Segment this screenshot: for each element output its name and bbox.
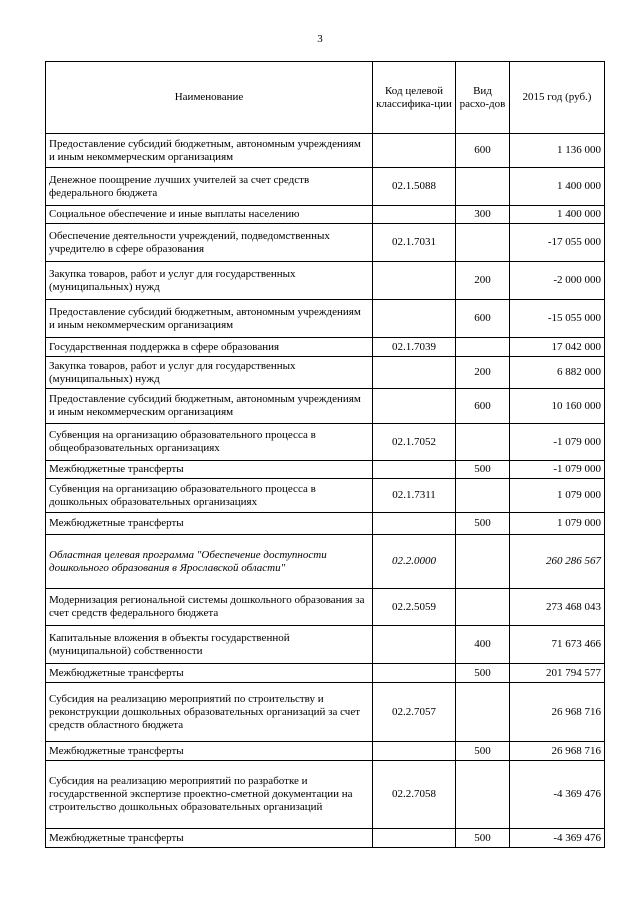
row-code	[373, 461, 456, 479]
row-code	[373, 626, 456, 664]
row-name: Межбюджетные трансферты	[46, 664, 373, 683]
row-code	[373, 664, 456, 683]
row-code	[373, 300, 456, 338]
table-row	[46, 168, 605, 206]
row-kind: 600	[456, 389, 510, 424]
table-row	[46, 300, 605, 338]
row-name: Денежное поощрение лучших учителей за счет средств федерального бюджета	[46, 168, 373, 206]
row-kind: 300	[456, 206, 510, 224]
row-name: Закупка товаров, работ и услуг для государственных (муниципальных) нужд	[46, 357, 373, 389]
row-name: Государственная поддержка в сфере образования	[46, 338, 373, 357]
row-name: Субсидия на реализацию мероприятий по разработке и государственной экспертизе проектно-сметной документации на строительство дошкольных образовательных организаций	[46, 761, 373, 829]
page-number: 3	[317, 33, 323, 45]
header-sum: 2015 год (руб.)	[510, 62, 605, 134]
row-code: 02.2.7057	[373, 683, 456, 742]
row-name: Предоставление субсидий бюджетным, автономным учреждениям и иным некоммерческим организациям	[46, 134, 373, 168]
row-kind	[456, 479, 510, 513]
row-kind: 200	[456, 262, 510, 300]
table-row	[46, 338, 605, 357]
row-name: Субвенция на организацию образовательного процесса в общеобразовательных организациях	[46, 424, 373, 461]
table-row	[46, 589, 605, 626]
row-name: Межбюджетные трансферты	[46, 829, 373, 848]
row-kind: 600	[456, 300, 510, 338]
budget-table	[45, 61, 605, 848]
row-name: Межбюджетные трансферты	[46, 461, 373, 479]
table-row	[46, 479, 605, 513]
row-name: Модернизация региональной системы дошкольного образования за счет средств федерального бюджета	[46, 589, 373, 626]
row-code	[373, 389, 456, 424]
row-code	[373, 206, 456, 224]
row-name: Межбюджетные трансферты	[46, 513, 373, 535]
row-code	[373, 262, 456, 300]
row-kind: 600	[456, 134, 510, 168]
row-sum: 26 968 716	[510, 683, 605, 742]
row-kind: 500	[456, 742, 510, 761]
row-name: Областная целевая программа "Обеспечение доступности дошкольного образования в Ярославской области"	[46, 535, 373, 589]
row-kind	[456, 338, 510, 357]
table-row	[46, 535, 605, 589]
row-sum: -17 055 000	[510, 224, 605, 262]
row-code	[373, 513, 456, 535]
table-row	[46, 683, 605, 742]
row-name: Предоставление субсидий бюджетным, автономным учреждениям и иным некоммерческим организациям	[46, 300, 373, 338]
row-sum: 1 136 000	[510, 134, 605, 168]
row-sum: -2 000 000	[510, 262, 605, 300]
row-code: 02.1.7031	[373, 224, 456, 262]
row-sum: 1 400 000	[510, 206, 605, 224]
table-row	[46, 424, 605, 461]
table-row	[46, 742, 605, 761]
row-code: 02.1.7039	[373, 338, 456, 357]
row-kind: 500	[456, 829, 510, 848]
row-sum: 1 079 000	[510, 479, 605, 513]
row-sum: -4 369 476	[510, 761, 605, 829]
table-row	[46, 829, 605, 848]
row-kind	[456, 589, 510, 626]
row-sum: 26 968 716	[510, 742, 605, 761]
row-code: 02.1.5088	[373, 168, 456, 206]
table-row	[46, 206, 605, 224]
row-name: Межбюджетные трансферты	[46, 742, 373, 761]
row-kind	[456, 424, 510, 461]
row-kind: 400	[456, 626, 510, 664]
row-sum: 71 673 466	[510, 626, 605, 664]
row-sum: 17 042 000	[510, 338, 605, 357]
row-kind	[456, 761, 510, 829]
row-sum: -4 369 476	[510, 829, 605, 848]
row-name: Социальное обеспечение и иные выплаты населению	[46, 206, 373, 224]
row-kind	[456, 683, 510, 742]
table-row	[46, 513, 605, 535]
row-sum: -1 079 000	[510, 461, 605, 479]
row-name: Субсидия на реализацию мероприятий по строительству и реконструкции дошкольных образовательных организаций за счет средств областного бюджета	[46, 683, 373, 742]
row-sum: 10 160 000	[510, 389, 605, 424]
table-header-row	[46, 62, 605, 134]
row-kind	[456, 224, 510, 262]
row-sum: -1 079 000	[510, 424, 605, 461]
table-row	[46, 626, 605, 664]
row-name: Капитальные вложения в объекты государственной (муниципальной) собственности	[46, 626, 373, 664]
table-row	[46, 262, 605, 300]
header-kind: Вид расхо-дов	[456, 62, 510, 134]
row-code: 02.1.7311	[373, 479, 456, 513]
row-code	[373, 357, 456, 389]
row-code	[373, 134, 456, 168]
row-code: 02.2.5059	[373, 589, 456, 626]
table-row	[46, 224, 605, 262]
row-sum: 6 882 000	[510, 357, 605, 389]
row-name: Субвенция на организацию образовательного процесса в дошкольных образовательных организациях	[46, 479, 373, 513]
row-sum: 260 286 567	[510, 535, 605, 589]
row-kind: 200	[456, 357, 510, 389]
row-code: 02.2.0000	[373, 535, 456, 589]
row-kind: 500	[456, 461, 510, 479]
table-row	[46, 461, 605, 479]
row-name: Обеспечение деятельности учреждений, подведомственных учредителю в сфере образования	[46, 224, 373, 262]
header-name: Наименование	[46, 62, 373, 134]
row-kind	[456, 168, 510, 206]
row-kind: 500	[456, 664, 510, 683]
table-row	[46, 761, 605, 829]
table-row	[46, 357, 605, 389]
row-code: 02.2.7058	[373, 761, 456, 829]
row-sum: 1 400 000	[510, 168, 605, 206]
table-row	[46, 664, 605, 683]
row-code	[373, 742, 456, 761]
table-row	[46, 389, 605, 424]
row-sum: 273 468 043	[510, 589, 605, 626]
row-name: Закупка товаров, работ и услуг для государственных (муниципальных) нужд	[46, 262, 373, 300]
row-code: 02.1.7052	[373, 424, 456, 461]
row-name: Предоставление субсидий бюджетным, автономным учреждениям и иным некоммерческим организациям	[46, 389, 373, 424]
row-sum: 1 079 000	[510, 513, 605, 535]
table-row	[46, 134, 605, 168]
row-sum: 201 794 577	[510, 664, 605, 683]
row-kind: 500	[456, 513, 510, 535]
row-code	[373, 829, 456, 848]
row-sum: -15 055 000	[510, 300, 605, 338]
row-kind	[456, 535, 510, 589]
header-code: Код целевой классифика-ции	[373, 62, 456, 134]
